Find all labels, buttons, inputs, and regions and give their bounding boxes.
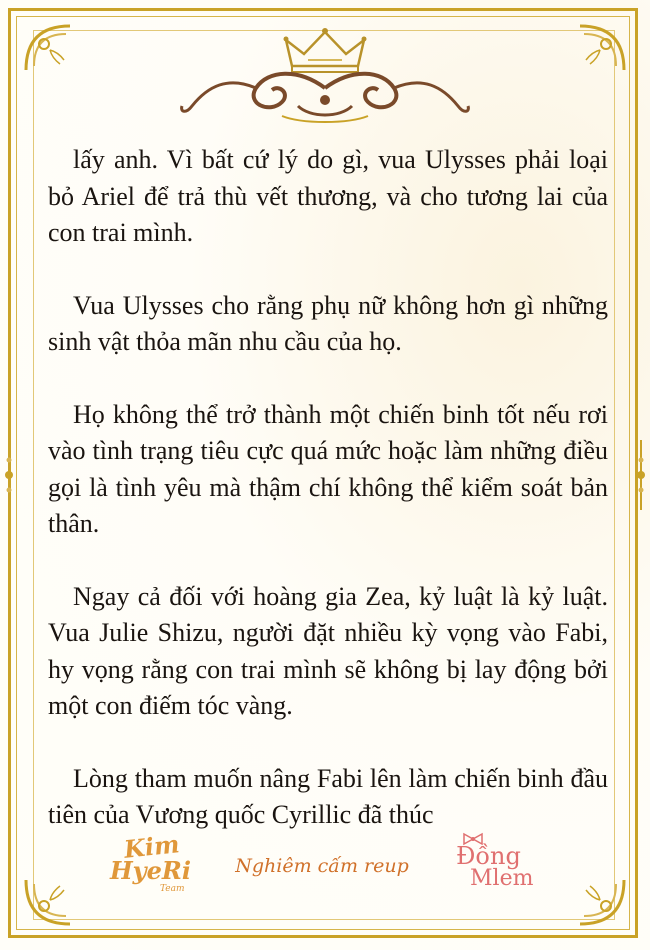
corner-flourish-icon xyxy=(576,876,628,928)
logo-text: HyeRi xyxy=(110,856,191,885)
paragraph: Ngay cả đối với hoàng gia Zea, kỷ luật là kỷ luật. Vua Julie Shizu, người đặt nhiều kỳ vọng vào Fabi, hy vọng rằng con trai mình sẽ không bị lay động bởi một con điếm tóc vàng. xyxy=(48,581,608,720)
paragraph: Vua Ulysses cho rằng phụ nữ không hơn gì những sinh vật thỏa mãn nhu cầu của họ. xyxy=(48,290,608,356)
corner-flourish-icon xyxy=(22,22,74,74)
kim-hyeri-team-logo xyxy=(104,829,194,900)
scroll-ornament-icon xyxy=(178,66,472,126)
no-reup-notice: Nghiêm cấm reup xyxy=(235,855,409,877)
story-text xyxy=(48,142,608,834)
logo-text: Đồng xyxy=(456,842,521,870)
side-ornament-icon xyxy=(2,440,16,510)
logo-text: Team xyxy=(160,884,185,894)
paragraph: Họ không thể trở thành một chiến binh tốt nếu rơi vào tình trạng tiêu cực quá mức hoặc làm những điều gọi là tình yêu mà thậm chí không thể kiểm soát bản thân. xyxy=(48,399,608,538)
side-ornament-icon xyxy=(634,440,648,510)
paragraph: Lòng tham muốn nâng Fabi lên làm chiến binh đầu tiên của Vương quốc Cyrillic đã thúc xyxy=(48,763,608,829)
logo-text: Mlem xyxy=(470,866,534,891)
paragraph: lấy anh. Vì bất cứ lý do gì, vua Ulysses phải loại bỏ Ariel để trả thù vết thương, và cho tương lai của con trai mình. xyxy=(48,145,608,247)
dong-mlem-logo xyxy=(426,832,546,902)
corner-flourish-icon xyxy=(22,876,74,928)
logo-text: Kim xyxy=(122,829,181,864)
corner-flourish-icon xyxy=(576,22,628,74)
